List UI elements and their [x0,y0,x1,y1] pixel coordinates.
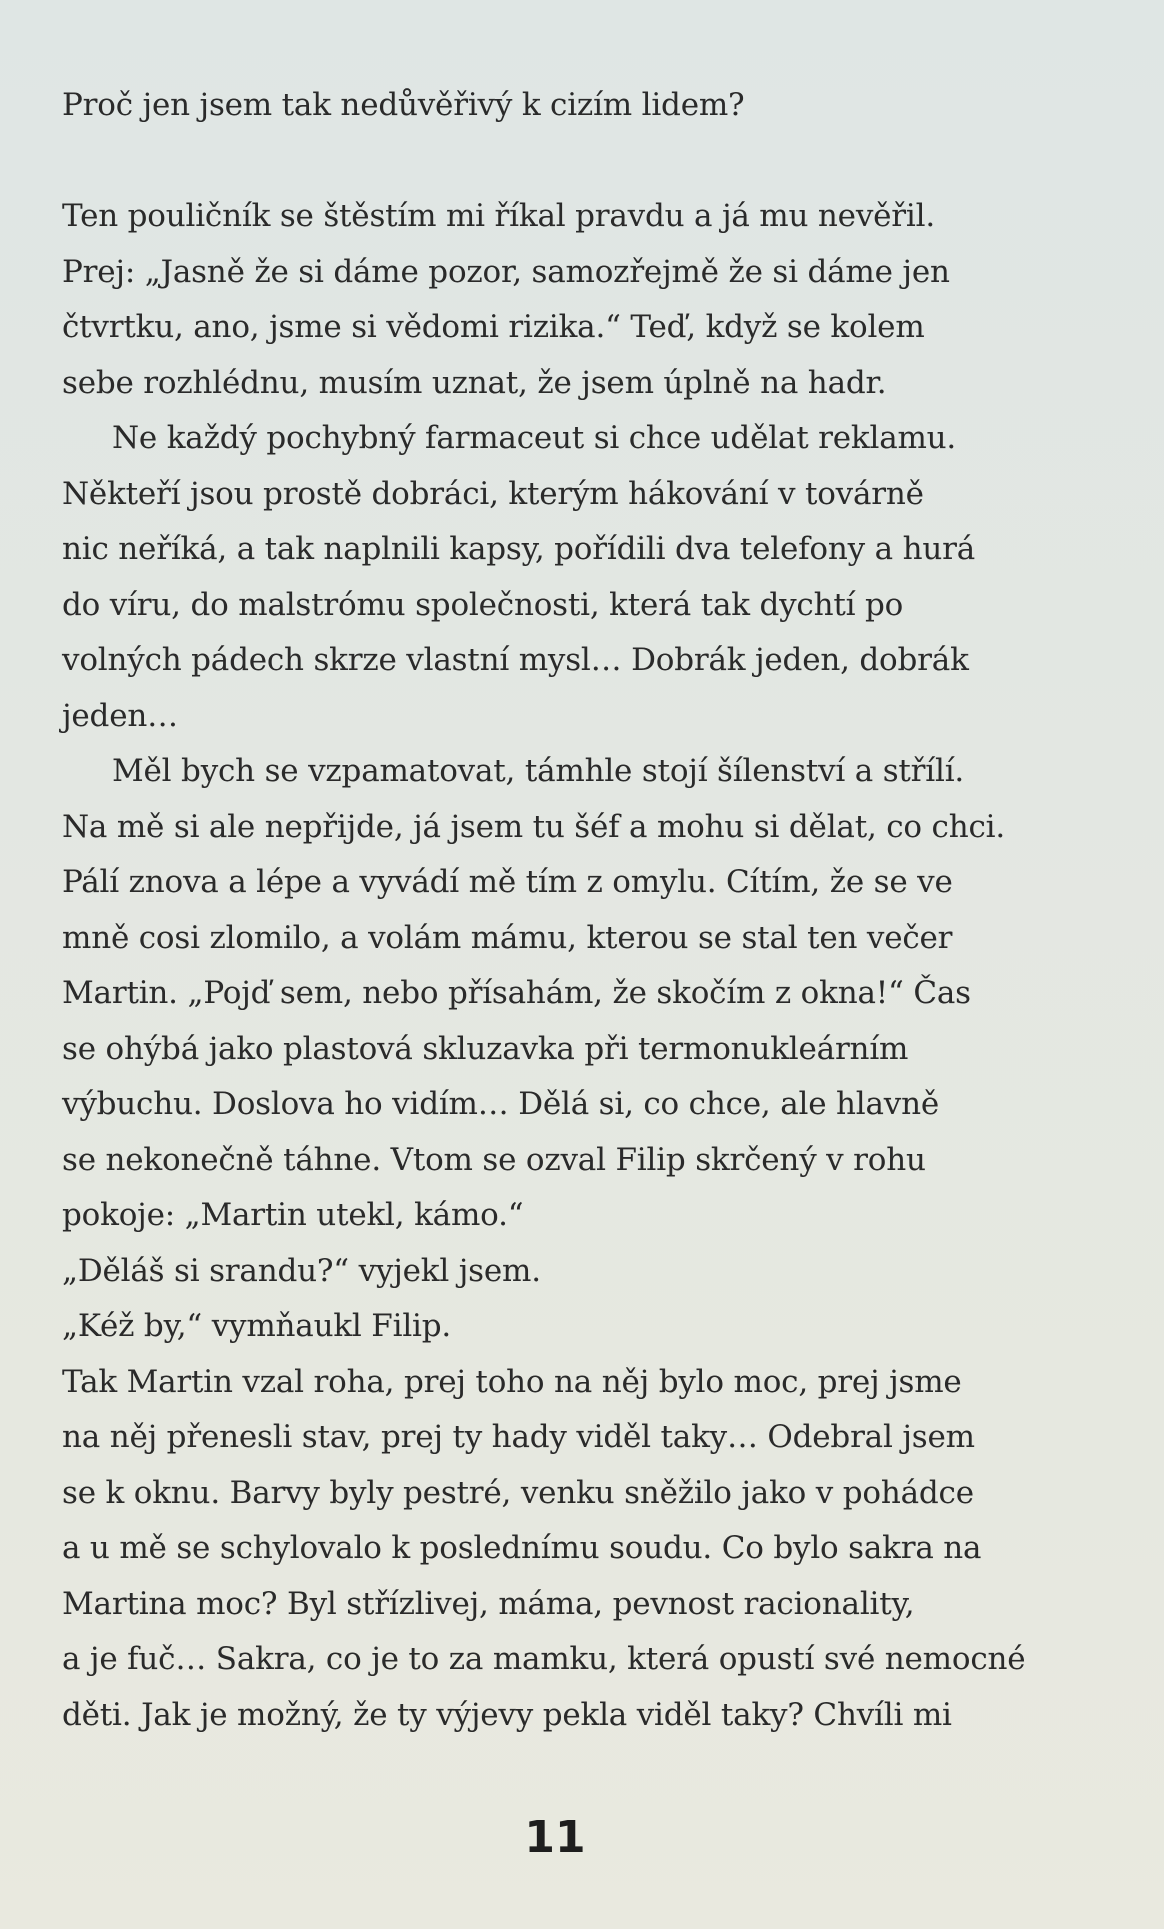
text-line: sebe rozhlédnu, musím uznat, že jsem úplně na hadr. [62,364,887,401]
text-line: Pálí znova a lépe a vyvádí mě tím z omylu. Cítím, že se ve [62,864,953,900]
text-line: pokoje: „Martin utekl, kámo.“ [62,1197,524,1233]
text-line: Na mě si ale nepřijde, já jsem tu šéf a mohu si dělat, co chci. [62,808,1005,845]
text-line: Tak Martin vzal roha, prej toho na něj bylo moc, prej jsme [62,1363,962,1400]
text-line: Ne každý pochybný farmaceut si chce udělat reklamu. [112,420,957,456]
text-line: Někteří jsou prostě dobráci, kterým hákování v továrně [62,475,924,512]
text-line: „Kéž by,“ vymňaukl Filip. [62,1308,452,1344]
text-line: se nekonečně táhne. Vtom se ozval Filip skrčený v rohu [62,1141,926,1178]
text-line: a u mě se schylovalo k poslednímu soudu. Co bylo sakra na [62,1530,982,1566]
text-line: „Děláš si srandu?“ vyjekl jsem. [62,1252,541,1289]
text-line: na něj přenesli stav, prej ty hady viděl taky… Odebral jsem [62,1419,975,1455]
blank-line [62,134,1122,190]
text-line: Martina moc? Byl střízlivej, máma, pevnost racionality, [62,1585,915,1622]
text-line: Měl bych se vzpamatovat, támhle stojí šílenství a střílí. [112,753,965,789]
text-line: Proč jen jsem tak nedůvěřivý k cizím lidem? [62,87,745,123]
text-line: volných pádech skrze vlastní mysl… Dobrák jeden, dobrák [62,642,969,678]
text-line: Martin. „Pojď sem, nebo přísahám, že skočím z okna!“ Čas [62,975,971,1011]
text-line: jeden… [62,697,178,734]
page-body [62,78,1122,1743]
text-line: výbuchu. Doslova ho vidím… Dělá si, co chce, ale hlavně [62,1086,939,1122]
text-line: nic neříká, a tak naplnili kapsy, pořídili dva telefony a hurá [62,531,975,567]
text-line: mně cosi zlomilo, a volám mámu, kterou se stal ten večer [62,919,953,956]
page-number: 11 [524,1812,586,1863]
text-line: Prej: „Jasně že si dáme pozor, samozřejmě že si dáme jen [62,253,950,290]
text-line: se ohýbá jako plastová skluzavka při termonukleárním [62,1030,909,1067]
text-line: a je fuč… Sakra, co je to za mamku, která opustí své nemocné [62,1641,1026,1677]
text-line: Ten pouličník se štěstím mi říkal pravdu a já mu nevěřil. [62,198,935,234]
text-line: čtvrtku, ano, jsme si vědomi rizika.“ Teď, když se kolem [62,309,925,345]
text-line: se k oknu. Barvy byly pestré, venku sněžilo jako v pohádce [62,1474,974,1511]
text-line: do víru, do malstrómu společnosti, která tak dychtí po [62,586,904,623]
text-line: děti. Jak je možný, že ty výjevy pekla viděl taky? Chvíli mi [62,1696,952,1733]
